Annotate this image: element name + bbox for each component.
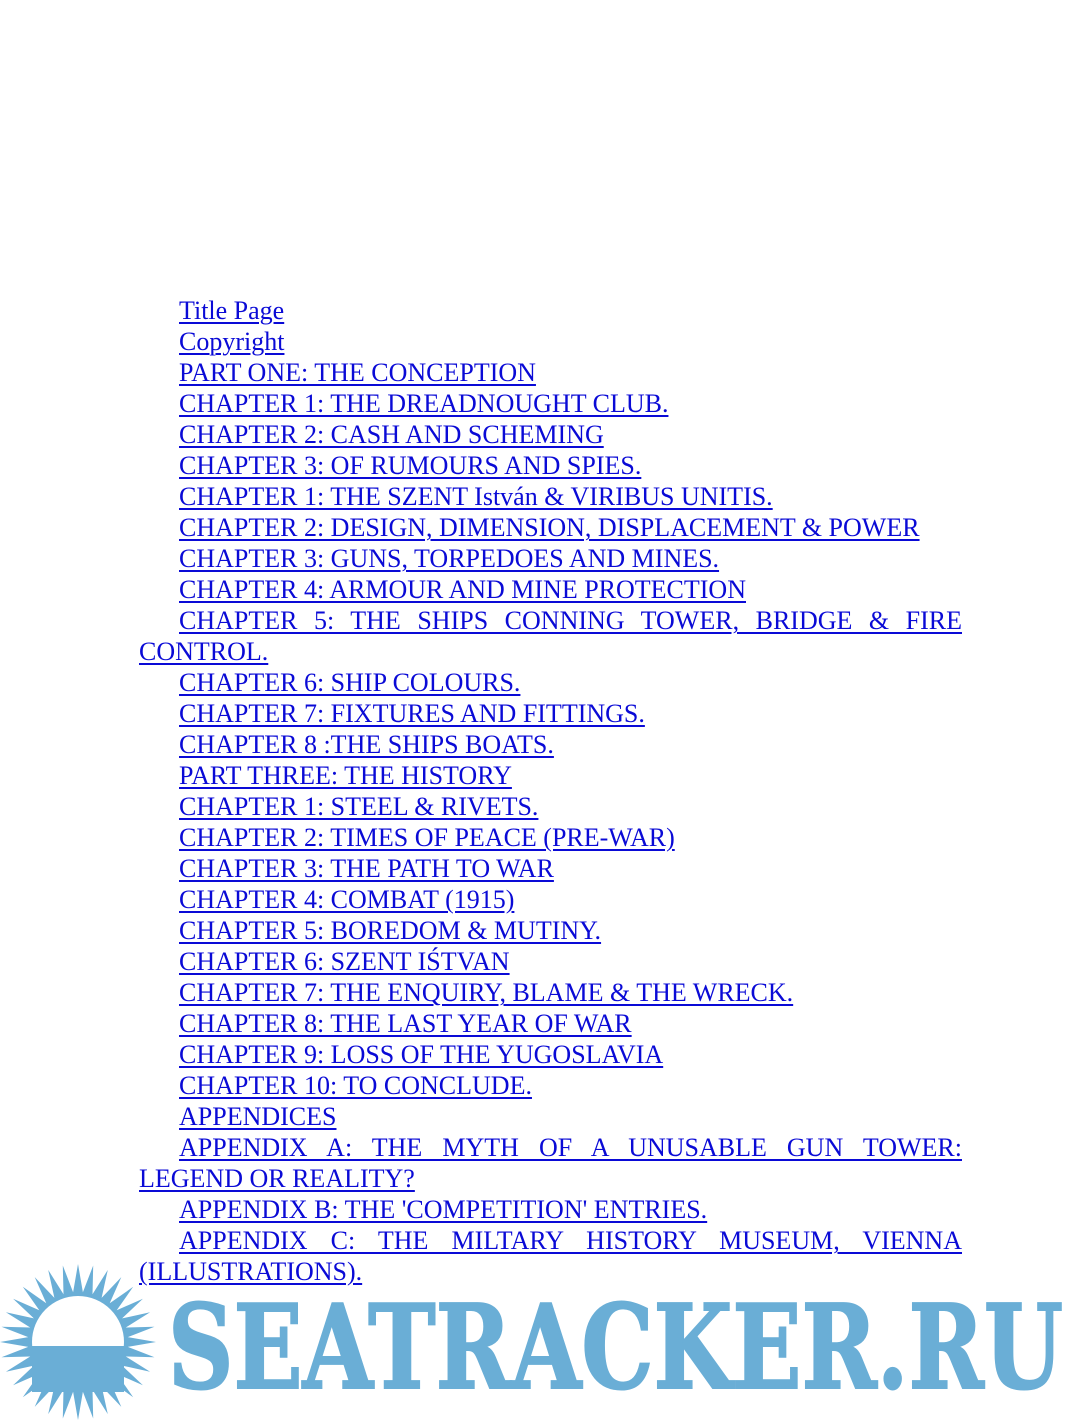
toc-item	[139, 1039, 962, 1070]
toc-link-chapter[interactable]: CHAPTER 3: THE PATH TO WAR	[179, 854, 554, 883]
toc-link-chapter[interactable]: CHAPTER 8: THE LAST YEAR OF WAR	[179, 1009, 632, 1038]
toc-link-chapter[interactable]: CHAPTER 4: COMBAT (1915)	[179, 885, 515, 914]
toc-link-chapter[interactable]: CHAPTER 5: BOREDOM & MUTINY.	[179, 916, 602, 945]
toc-item	[139, 512, 962, 543]
toc-item	[139, 357, 962, 388]
toc-link-part-one[interactable]: PART ONE: THE CONCEPTION	[179, 358, 536, 387]
toc-item	[139, 574, 962, 605]
toc-link-chapter[interactable]: CHAPTER 2: DESIGN, DIMENSION, DISPLACEMENT & POWER	[179, 513, 920, 542]
toc-link-chapter[interactable]: CHAPTER 4: ARMOUR AND MINE PROTECTION	[179, 575, 746, 604]
toc-item	[139, 388, 962, 419]
toc-item	[139, 915, 962, 946]
toc-item	[139, 1194, 962, 1225]
toc-link-chapter[interactable]: CHAPTER 2: TIMES OF PEACE (PRE-WAR)	[179, 823, 675, 852]
toc-item	[139, 667, 962, 698]
toc-item	[139, 295, 962, 326]
toc-item	[139, 543, 962, 574]
toc-link-chapter[interactable]: CHAPTER 3: OF RUMOURS AND SPIES.	[179, 451, 642, 480]
toc-link-chapter[interactable]: CHAPTER 1: STEEL & RIVETS.	[179, 792, 539, 821]
toc-link-chapter[interactable]: CHAPTER 6: SHIP COLOURS.	[179, 668, 521, 697]
toc-item	[139, 481, 962, 512]
toc-item	[139, 760, 962, 791]
toc-item	[139, 977, 962, 1008]
toc-item	[139, 1101, 962, 1132]
toc-item	[139, 729, 962, 760]
toc-link-chapter[interactable]: CHAPTER 1: THE SZENT István & VIRIBUS UNITIS.	[179, 482, 773, 511]
toc-link-chapter[interactable]: CHAPTER 7: FIXTURES AND FITTINGS.	[179, 699, 645, 728]
toc-item	[139, 698, 962, 729]
toc-link-appendix[interactable]: APPENDIX A: THE MYTH OF A UNUSABLE GUN TOWER: LEGEND OR REALITY?	[139, 1133, 962, 1193]
toc-link-chapter[interactable]: CHAPTER 5: THE SHIPS CONNING TOWER, BRIDGE & FIRE CONTROL.	[139, 606, 962, 666]
toc-item	[139, 450, 962, 481]
toc-link-chapter[interactable]: CHAPTER 7: THE ENQUIRY, BLAME & THE WRECK.	[179, 978, 794, 1007]
toc-item	[139, 1070, 962, 1101]
toc-item	[139, 791, 962, 822]
table-of-contents	[139, 295, 962, 1287]
toc-link-chapter[interactable]: CHAPTER 6: SZENT IŚTVAN	[179, 947, 510, 976]
toc-link-appendix[interactable]: APPENDIX C: THE MILTARY HISTORY MUSEUM, VIENNA (ILLUSTRATIONS).	[139, 1226, 962, 1286]
toc-link-appendices[interactable]: APPENDICES	[179, 1102, 337, 1131]
toc-link-part-three[interactable]: PART THREE: THE HISTORY	[179, 761, 512, 790]
toc-item	[139, 419, 962, 450]
toc-item	[139, 884, 962, 915]
toc-link-appendix[interactable]: APPENDIX B: THE 'COMPETITION' ENTRIES.	[179, 1195, 708, 1224]
toc-item	[139, 1008, 962, 1039]
toc-item	[139, 822, 962, 853]
toc-link-chapter[interactable]: CHAPTER 1: THE DREADNOUGHT CLUB.	[179, 389, 669, 418]
sun-burst-icon	[0, 1264, 156, 1420]
toc-link-chapter[interactable]: CHAPTER 10: TO CONCLUDE.	[179, 1071, 532, 1100]
toc-link-title-page[interactable]: Title Page	[179, 296, 285, 325]
toc-link-chapter[interactable]: CHAPTER 9: LOSS OF THE YUGOSLAVIA	[179, 1040, 664, 1069]
toc-link-chapter[interactable]: CHAPTER 3: GUNS, TORPEDOES AND MINES.	[179, 544, 720, 573]
toc-link-chapter[interactable]: CHAPTER 2: CASH AND SCHEMING	[179, 420, 604, 449]
toc-item	[139, 853, 962, 884]
toc-link-copyright[interactable]: Copyright	[179, 327, 285, 356]
watermark	[0, 1262, 1080, 1425]
toc-item	[139, 946, 962, 977]
toc-item	[139, 1132, 962, 1194]
toc-link-chapter[interactable]: CHAPTER 8 :THE SHIPS BOATS.	[179, 730, 554, 759]
watermark-text: SEATRACKER.RU	[168, 1280, 1063, 1416]
toc-item	[139, 605, 962, 667]
toc-item	[139, 326, 962, 357]
sun-horizon	[32, 1346, 124, 1392]
